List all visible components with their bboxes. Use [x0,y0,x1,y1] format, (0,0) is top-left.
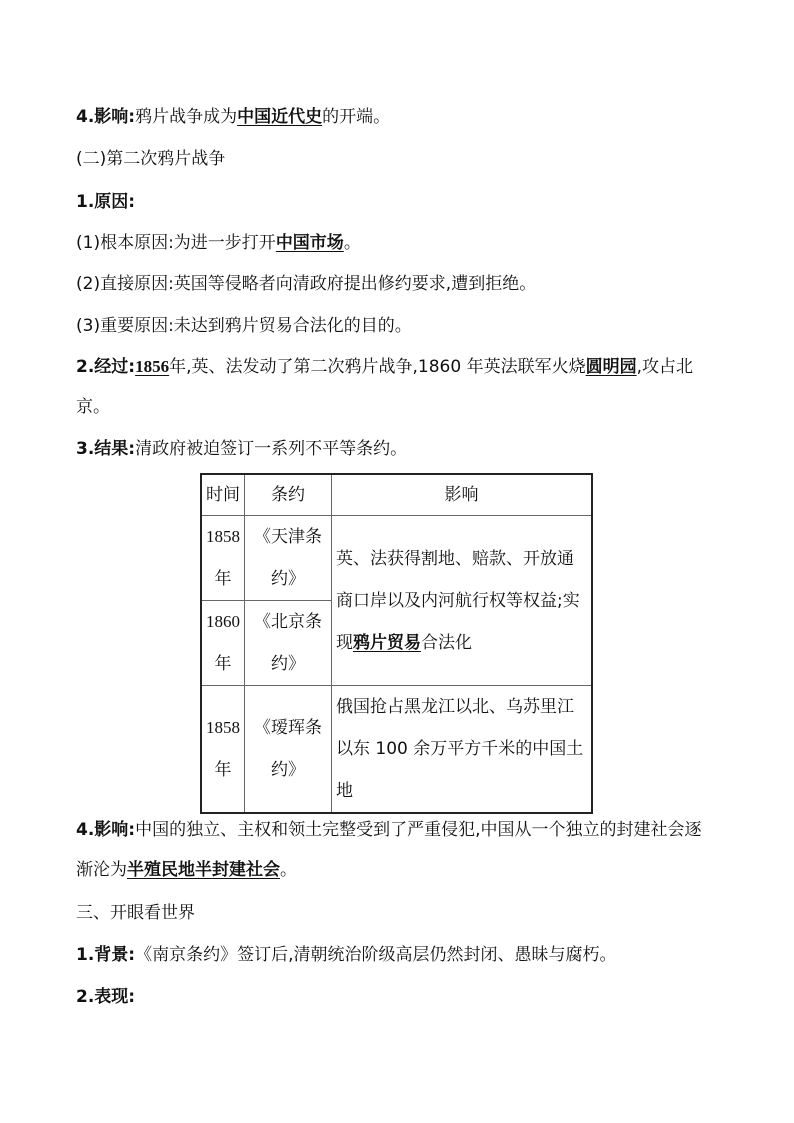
cell-time: 1860 年 [201,601,245,686]
text: 。 [343,233,361,253]
cell-impact-merged [332,516,593,686]
item-label: 2.经过: [76,357,136,377]
item-label: 4.影响: [76,107,136,127]
performance-label: 2.表现: [76,987,136,1007]
treaty-table [200,473,593,814]
header-impact: 影响 [332,474,593,516]
text: 鸦片战争成为 [135,107,238,127]
text: (1)根本原因:为进一步打开 [76,233,276,253]
key-term: 中国市场 [275,233,344,253]
item-label: 4.影响: [76,820,136,840]
text: 的开端。 [322,107,391,127]
second-war-influence [76,810,718,890]
table-row [201,516,592,601]
text: 年,英、法发动了第二次鸦片战争,1860 年英法联军火烧 [169,357,586,377]
direct-cause: (2)直接原因:英国等侵略者向清政府提出修约要求,遭到拒绝。 [76,274,537,294]
text: 。 [280,860,297,880]
cell-time: 1858 年 [201,686,245,814]
key-term: 圆明园 [585,357,637,377]
cell-treaty: 《瑷珲条约》 [245,686,332,814]
section-heading-open-eyes: 三、开眼看世界 [76,903,195,923]
section-heading-second-opium-war: (二)第二次鸦片战争 [76,149,226,169]
text: 中国的独立、主权和领土完整受到了严重侵犯,中国从一个独立的封建社会逐渐沦为 [76,820,702,880]
cause-label: 1.原因: [76,192,136,212]
table-row [201,686,592,814]
opium-war-influence [76,104,718,130]
text: ,攻占北京。 [76,357,693,417]
text: 清政府被迫签订一系列不平等条约。 [135,439,408,459]
key-term: 中国近代史 [237,107,323,127]
table-header-row [201,474,592,516]
key-term: 半殖民地半封建社会 [127,860,280,880]
process-paragraph [76,347,718,427]
result [76,436,718,462]
cell-treaty: 《天津条约》 [245,516,332,601]
cell-impact: 俄国抢占黑龙江以北、乌苏里江以东 100 余万平方千米的中国土地 [332,686,593,814]
item-label: 3.结果: [76,439,136,459]
cell-time: 1858 年 [201,516,245,601]
important-cause: (3)重要原因:未达到鸦片贸易合法化的目的。 [76,316,412,336]
text: 《南京条约》签订后,清朝统治阶级高层仍然封闭、愚昧与腐朽。 [135,945,617,965]
header-time: 时间 [201,474,245,516]
text: 合法化 [421,632,472,653]
item-label: 1.背景: [76,945,136,965]
header-treaty: 条约 [245,474,332,516]
key-term: 鸦片贸易 [353,632,421,653]
key-year: 1856 [135,357,170,376]
text: 英、法获得割地、赔款、开放通商口岸以及内河航行权等权益;实现 [336,548,580,653]
background [76,942,718,968]
cell-treaty: 《北京条约》 [245,601,332,686]
root-cause [76,230,718,256]
